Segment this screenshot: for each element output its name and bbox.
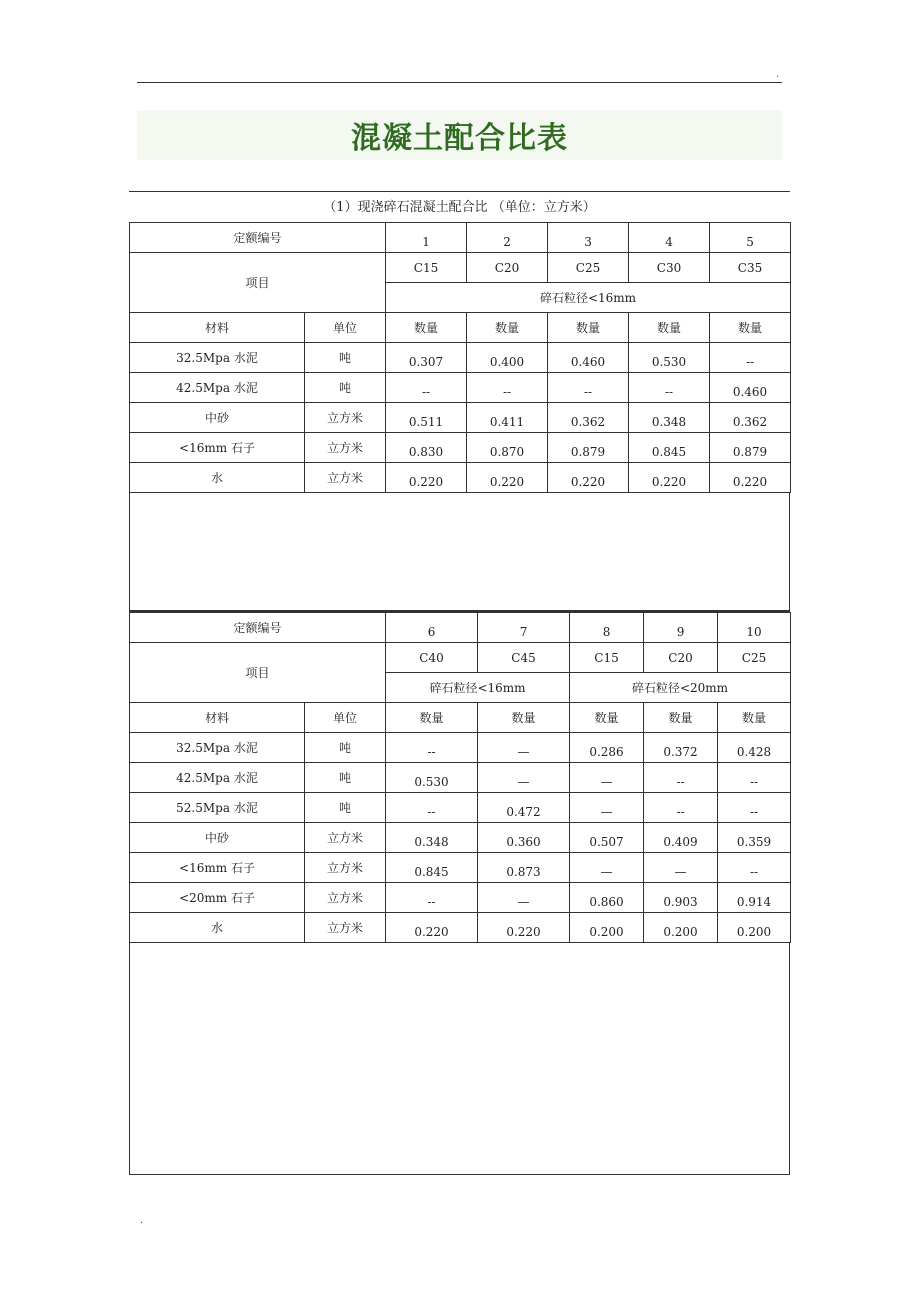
quantity-cell: -- [548,373,629,403]
table-row [130,793,791,823]
material-name: 52.5Mpa 水泥 [130,793,305,823]
aggregate-size-note: 碎石粒径<16mm [386,673,570,703]
quota-no: 10 [718,613,791,643]
quantity-cell: — [478,763,570,793]
table-row [130,733,791,763]
quantity-cell: 0.372 [644,733,718,763]
quantity-cell: 0.362 [710,403,791,433]
quantity-header: 数量 [718,703,791,733]
material-name: 32.5Mpa 水泥 [130,343,305,373]
quantity-cell: -- [629,373,710,403]
table-row [130,433,791,463]
quantity-cell: — [478,883,570,913]
quantity-cell: 0.220 [386,463,467,493]
quantity-cell: 0.411 [467,403,548,433]
mix-table-2 [129,612,791,943]
material-unit: 立方米 [305,463,386,493]
quantity-cell: 0.530 [386,763,478,793]
quantity-cell: -- [644,793,718,823]
quantity-cell: -- [386,793,478,823]
item-label: 项目 [130,643,386,703]
quantity-cell: 0.860 [570,883,644,913]
quantity-cell: -- [718,763,791,793]
quantity-cell: 0.307 [386,343,467,373]
section-rule [129,191,790,192]
material-name: 水 [130,463,305,493]
table-row [130,913,791,943]
table-row [130,403,791,433]
grade: C25 [718,643,791,673]
aggregate-size-note: 碎石粒径<20mm [570,673,791,703]
quantity-cell: — [570,853,644,883]
material-unit: 吨 [305,793,386,823]
quantity-cell: 0.409 [644,823,718,853]
quantity-cell: 0.400 [467,343,548,373]
material-unit: 吨 [305,763,386,793]
quantity-cell: -- [718,793,791,823]
quantity-cell: -- [718,853,791,883]
quantity-cell: 0.348 [386,823,478,853]
unit-header: 单位 [305,703,386,733]
quantity-cell: 0.472 [478,793,570,823]
quantity-cell: 0.362 [548,403,629,433]
quota-no: 1 [386,223,467,253]
quantity-cell: — [570,793,644,823]
quota-no: 3 [548,223,629,253]
quantity-header: 数量 [548,313,629,343]
grade: C20 [467,253,548,283]
table-row [130,763,791,793]
quantity-cell: 0.870 [467,433,548,463]
quantity-cell: 0.507 [570,823,644,853]
unit-header: 单位 [305,313,386,343]
quantity-cell: 0.530 [629,343,710,373]
item-label: 项目 [130,253,386,313]
material-header: 材料 [130,313,305,343]
material-name: <16mm 石子 [130,853,305,883]
material-unit: 立方米 [305,853,386,883]
quantity-cell: — [478,733,570,763]
quantity-cell: 0.879 [710,433,791,463]
quantity-cell: 0.200 [570,913,644,943]
material-unit: 立方米 [305,433,386,463]
material-unit: 立方米 [305,403,386,433]
quantity-cell: 0.903 [644,883,718,913]
quantity-cell: 0.460 [548,343,629,373]
mix-table-1 [129,222,791,493]
quota-no: 2 [467,223,548,253]
material-unit: 吨 [305,733,386,763]
quota-no: 8 [570,613,644,643]
footer-dot: . [140,1215,144,1226]
material-name: 32.5Mpa 水泥 [130,733,305,763]
quantity-cell: -- [644,763,718,793]
table-row [130,343,791,373]
quantity-cell: -- [386,883,478,913]
quantity-cell: 0.428 [718,733,791,763]
quantity-cell: 0.220 [386,913,478,943]
quantity-cell: -- [710,343,791,373]
material-name: 中砂 [130,403,305,433]
grade: C40 [386,643,478,673]
quota-no: 4 [629,223,710,253]
quantity-cell: 0.914 [718,883,791,913]
blank-notes-area-2 [129,942,790,1175]
quota-no: 9 [644,613,718,643]
grade: C15 [570,643,644,673]
quantity-cell: -- [467,373,548,403]
quantity-cell: 0.220 [548,463,629,493]
quantity-cell: 0.200 [718,913,791,943]
material-unit: 立方米 [305,913,386,943]
material-name: <16mm 石子 [130,433,305,463]
quantity-header: 数量 [629,313,710,343]
material-unit: 吨 [305,373,386,403]
grade: C30 [629,253,710,283]
quantity-header: 数量 [478,703,570,733]
material-name: 中砂 [130,823,305,853]
aggregate-size-note: 碎石粒径<16mm [386,283,791,313]
quantity-cell: 0.879 [548,433,629,463]
table-row [130,463,791,493]
material-name: 水 [130,913,305,943]
grade: C45 [478,643,570,673]
material-unit: 立方米 [305,883,386,913]
quantity-cell: 0.359 [718,823,791,853]
quantity-cell: — [570,763,644,793]
header-dot: . [776,69,780,80]
material-name: 42.5Mpa 水泥 [130,763,305,793]
quantity-cell: 0.511 [386,403,467,433]
grade: C15 [386,253,467,283]
quota-no-label: 定额编号 [130,613,386,643]
quantity-cell: 0.830 [386,433,467,463]
grade: C25 [548,253,629,283]
quota-no-label: 定额编号 [130,223,386,253]
quota-no: 7 [478,613,570,643]
table-row [130,373,791,403]
quota-no: 6 [386,613,478,643]
table-row [130,823,791,853]
quantity-cell: 0.220 [710,463,791,493]
quantity-cell: 0.460 [710,373,791,403]
quantity-cell: 0.873 [478,853,570,883]
quantity-cell: 0.348 [629,403,710,433]
table-row [130,853,791,883]
quantity-header: 数量 [570,703,644,733]
quantity-cell: 0.845 [629,433,710,463]
quantity-cell: 0.220 [467,463,548,493]
quantity-cell: 0.200 [644,913,718,943]
quota-no: 5 [710,223,791,253]
quantity-cell: 0.286 [570,733,644,763]
quantity-header: 数量 [644,703,718,733]
grade: C20 [644,643,718,673]
page-title: 混凝土配合比表 [351,121,568,156]
quantity-cell: -- [386,733,478,763]
title-band [137,110,782,160]
material-name: <20mm 石子 [130,883,305,913]
quantity-cell: 0.360 [478,823,570,853]
quantity-header: 数量 [386,313,467,343]
table-row [130,883,791,913]
material-unit: 吨 [305,343,386,373]
quantity-cell: 0.220 [478,913,570,943]
quantity-header: 数量 [710,313,791,343]
material-header: 材料 [130,703,305,733]
quantity-cell: 0.845 [386,853,478,883]
quantity-cell: -- [386,373,467,403]
quantity-header: 数量 [467,313,548,343]
top-rule [137,82,782,83]
grade: C35 [710,253,791,283]
blank-notes-area-1 [129,493,790,611]
table-caption: （1）现浇碎石混凝土配合比 （单位：立方米） [323,200,596,215]
material-name: 42.5Mpa 水泥 [130,373,305,403]
quantity-cell: 0.220 [629,463,710,493]
quantity-header: 数量 [386,703,478,733]
material-unit: 立方米 [305,823,386,853]
quantity-cell: — [644,853,718,883]
